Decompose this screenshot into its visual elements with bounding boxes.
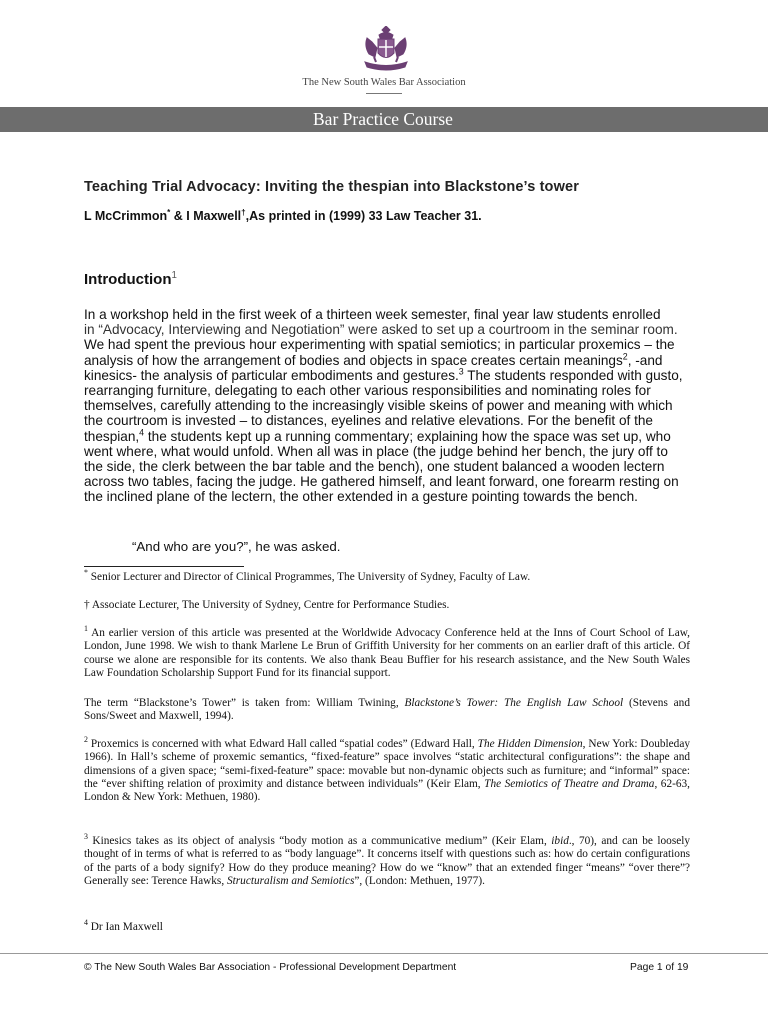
footnote-mark: 4 (84, 918, 88, 928)
footnote-text: Proxemics is concerned with what Edward Hall called “spatial codes” (Edward Hall, (87, 738, 478, 750)
para-text-5: The students responded with gusto, rearranging furniture, delegating to each other various responsibilities and nominating roles for themselves, carefully attending to the increasingly visible skeins of power and meaning with which the courtroom is invested – to distances, eyelines and relative elevations. For the benefit of the thespian, (84, 367, 683, 444)
footnote-dagger (84, 599, 690, 612)
footnote-ref-2: 2 (622, 351, 628, 362)
article-title: Teaching Trial Advocacy: Inviting the thespian into Blackstone’s tower (84, 179, 580, 195)
footnote-divider (84, 566, 244, 567)
heading-text: Introduction (84, 271, 172, 288)
book-title: Blackstone’s Tower: The English Law School (404, 697, 624, 709)
footnote-text: ., 70), and can be loosely thought of in terms of what is referred to as “body language”. It concerns itself with questions such as: how do certain configurations of the parts of a body signify? How do they produce meaning? How do we “know” that an extended finger “means” “over there”? Generally see: Terence Hawks, (84, 835, 691, 887)
para-line-1: In a workshop held in the first week of a thirteen week semester, final year law students enrolled (84, 307, 661, 322)
footnote-text: , 62-63, London & New York: Methuen, 1980). (84, 777, 690, 804)
footer-divider (0, 953, 768, 954)
footnote-text: ”, (London: Methuen, 1977). (354, 874, 485, 887)
footnote-text: Associate Lecturer, The University of Sydney, Centre for Performance Studies. (89, 599, 450, 611)
footnote-ref-3: 3 (458, 366, 464, 377)
footnote-2 (84, 735, 690, 804)
coat-of-arms-icon (361, 26, 411, 72)
author-separator: & I Maxwell (170, 209, 242, 223)
footnote-term (84, 697, 690, 724)
author-2-note: † (241, 207, 246, 217)
footnote-text: An earlier version of this article was presented at the Worldwide Advocacy Conference held at the Inns of Court School of Law, London, June 1998. We wish to thank Marlene Le Brun of Griffith University for her comments on an earlier draft of this article. Of course we alone are responsible for its contents. We also thank Beau Buffier for his research assistance, and the New South Wales Law Foundation Scholarship Support Fund for its financial support. (84, 627, 690, 679)
footnote-mark: 3 (84, 832, 88, 842)
course-banner (0, 107, 768, 132)
footnote-text: Senior Lecturer and Director of Clinical Programmes, The University of Sydney, Faculty of Law. (87, 571, 531, 583)
footnote-text: , New York: Doubleday 1966). In Hall’s scheme of proxemic semantics, “fixed-feature” space involves “static architectural configurations”: the shape and dimensions of a given space; “semi-fixed-feature” space: movable but non-dynamic objects such as furniture; and “informal” space: the “ever shifting relation of proximity and distance between individuals” (Keir Elam, (84, 738, 690, 790)
association-name: The New South Wales Bar Association (302, 77, 466, 88)
page-number: Page 1 of 19 (630, 962, 689, 973)
footnote-text: Kinesics takes as its object of analysis “body motion as a communicative medium” (Keir Elam, (87, 835, 552, 847)
footer-copyright: © The New South Wales Bar Association - Professional Development Department (84, 962, 457, 973)
para-line-2: in “Advocacy, Interviewing and Negotiation” were asked to set up a courtroom in the seminar room. (84, 322, 678, 338)
book-title: The Hidden Dimension (477, 738, 583, 750)
footnote-star (84, 568, 690, 584)
footnote-3 (84, 832, 691, 888)
header-divider (366, 93, 402, 94)
footnote-text: The term “Blackstone’s Tower” is taken from: William Twining, (84, 697, 405, 709)
para-text-6: the students kept up a running commentary; explaining how the space was set up, who went where, what would unfold. When all was in place (the judge behind her bench, the jury off to the side, the clerk between the bar table and the bench), one student balanced a wooden lectern across two tables, facing the judge. He gathered himself, and leant forward, one forearm resting on the inclined plane of the lectern, the other extended in a gesture pointing towards the bench. (84, 428, 679, 505)
author-1: L McCrimmon (84, 209, 168, 223)
block-quote: “And who are you?”, he was asked. (132, 539, 341, 554)
footnote-4 (84, 918, 690, 934)
para-text-3: We had spent the previous hour experimenting with spatial semiotics; in particular proxemics – the analysis of how the arrangement of bodies and objects in space creates certain meanings (84, 337, 675, 368)
footnote-mark: 2 (84, 735, 88, 745)
footnote-mark: 1 (84, 624, 88, 634)
banner-title: Bar Practice Course (313, 109, 453, 129)
ibid-mark: ibid (551, 835, 569, 847)
para-text-4: , -and kinesics- the analysis of particular embodiments and gestures. (84, 352, 663, 383)
citation: ,As printed in (1999) 33 Law Teacher 31. (245, 209, 482, 223)
footnote-ref-4: 4 (139, 427, 145, 438)
article-authors (84, 209, 482, 223)
footnote-text: (Stevens and Sons/Sweet and Maxwell, 1994). (84, 697, 690, 723)
section-heading (84, 271, 177, 288)
footnote-text: Dr Ian Maxwell (87, 921, 163, 933)
footnote-mark: † (84, 599, 90, 611)
footnote-mark: * (84, 568, 88, 578)
book-title: The Semiotics of Theatre and Drama (484, 777, 655, 790)
heading-footnote-ref: 1 (171, 270, 177, 281)
footnote-1 (84, 624, 690, 680)
author-1-note: * (167, 207, 171, 217)
book-title: Structuralism and Semiotics (226, 874, 355, 887)
intro-paragraph (84, 307, 690, 505)
